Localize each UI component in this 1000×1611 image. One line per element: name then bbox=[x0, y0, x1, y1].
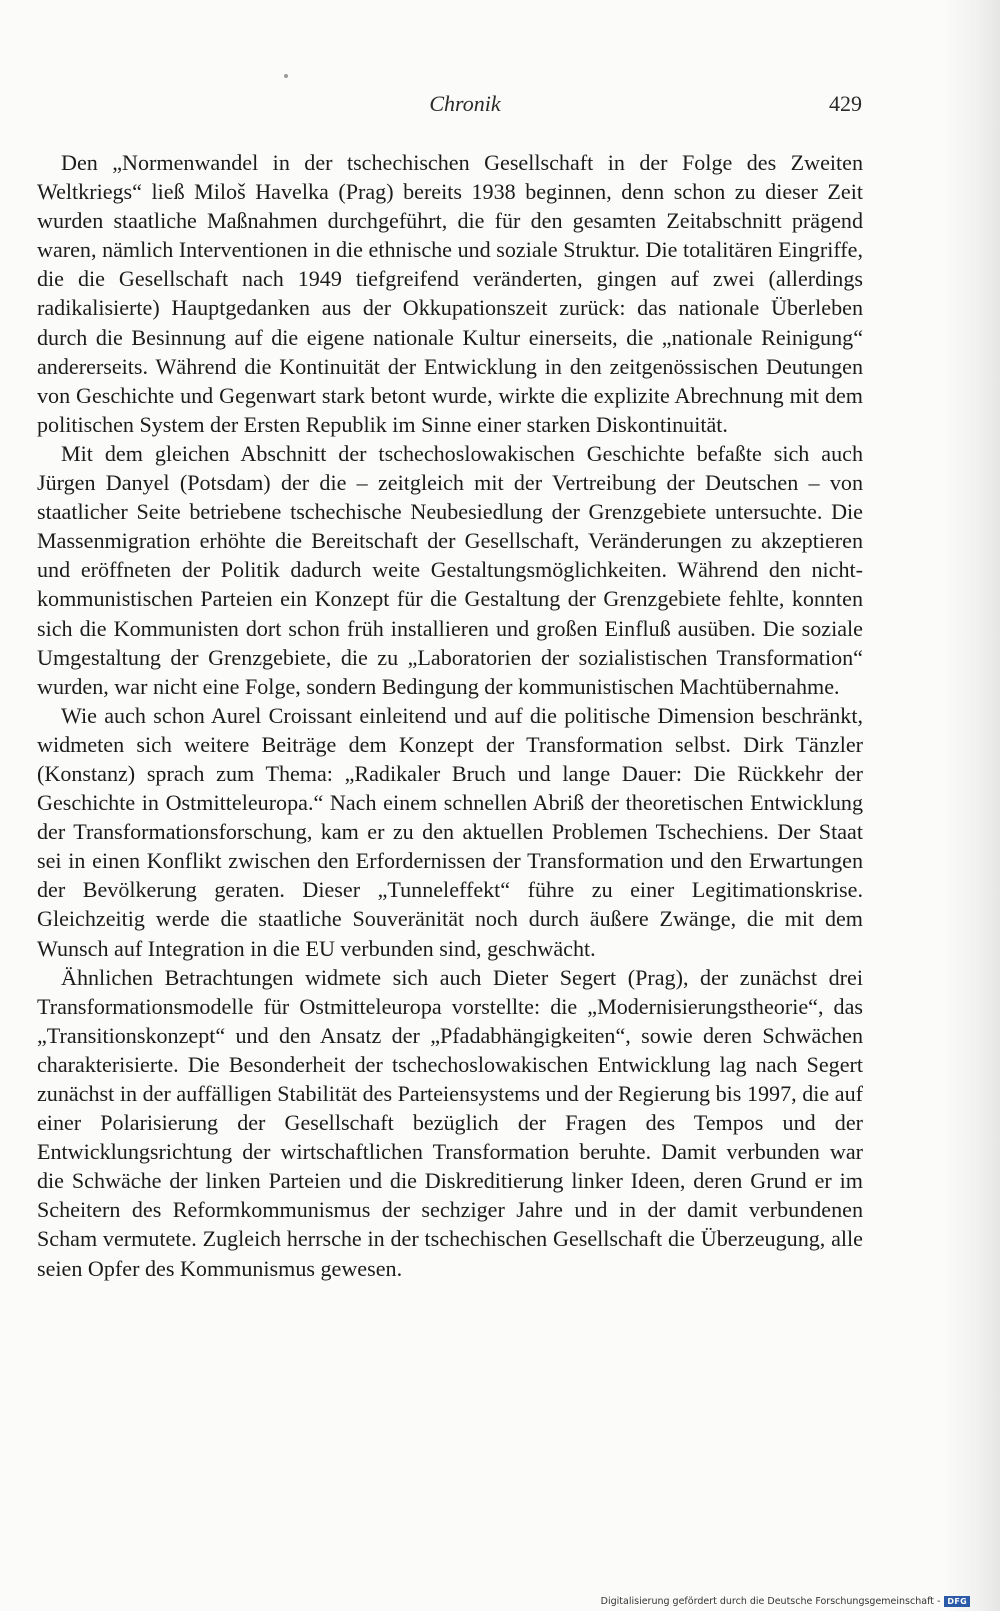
credit-text: Digitalisierung gefördert durch die Deutsche Forschungsgemeinschaft - bbox=[600, 1596, 941, 1607]
running-title-text: Chronik bbox=[429, 91, 501, 116]
running-title bbox=[0, 91, 900, 117]
body-text bbox=[37, 148, 863, 1283]
page-number: 429 bbox=[829, 91, 862, 116]
dfg-logo: DFG bbox=[944, 1596, 970, 1607]
paragraph: Mit dem gleichen Abschnitt der tschechoslowakischen Geschichte befaßte sich auch Jürgen Danyel (Potsdam) der die – zeitgleich mit der Vertreibung der Deutschen – von staatlicher Seite betriebene tschechische Neubesiedlung der Grenzgebiete untersuchte. Die Massenmigration erhöhte die Bereitschaft der Gesellschaft, Veränderungen zu akzeptieren und eröffneten der Politik dadurch weite Gestaltungsmöglichkeiten. Während den nicht-kommunistischen Parteien ein Konzept für die Gestaltung der Grenzgebiete fehlte, konnten sich die Kommunisten dort schon früh installieren und großen Einfluß ausüben. Die soziale Umgestaltung der Grenzgebiete, die zu „Laboratorien der sozialistischen Transformation“ wurden, war nicht eine Folge, sondern Bedingung der kommunistischen Machtübernahme. bbox=[37, 440, 863, 699]
paragraph: Ähnlichen Betrachtungen widmete sich auch Dieter Segert (Prag), der zunächst drei Transformationsmodelle für Ostmitteleuropa vorstellte: die „Modernisierungstheorie“, das „Transitionskonzept“ und den Ansatz der „Pfadabhängigkeiten“, sowie deren Schwächen charakterisierte. Die Besonderheit der tschechoslowakischen Entwicklung lag nach Segert zunächst in der auffälligen Stabilität des Parteiensystems und der Regierung bis 1997, die auf einer Polarisierung der Gesellschaft bezüglich der Fragen des Tempos und der Entwicklungsrichtung der wirtschaftlichen Transformation beruhte. Damit verbunden war die Schwäche der linken Parteien und die Diskreditierung linker Ideen, deren Grund er im Scheitern des Reformkommunismus der sechziger Jahre und in der damit verbundenen Scham vermutete. Zugleich herrsche in der tschechischen Gesellschaft die Überzeugung, alle seien Opfer des Kommunismus gewesen. bbox=[37, 964, 863, 1281]
print-mark bbox=[284, 74, 288, 78]
page-edge-shadow bbox=[942, 0, 1000, 1611]
paragraph: Den „Normenwandel in der tschechischen Gesellschaft in der Folge des Zweiten Weltkriegs“ ließ Miloš Havelka (Prag) bereits 1938 beginnen, denn schon zu dieser Zeit wurden staatliche Maßnahmen durchgeführt, die für den gesamten Zeitabschnitt prägend waren, nämlich Interventionen in die ethnische und soziale Struktur. Die totalitären Eingriffe, die die Gesellschaft nach 1949 tiefgreifend veränderten, gingen auf zwei (allerdings radikalisierte) Hauptgedanken aus der Okkupationszeit zurück: das nationale Überleben durch die Besinnung auf die eigene nationale Kultur einerseits, die „nationale Reinigung“ andererseits. Während die Kontinuität der Entwicklung in den zeitgenössischen Deutungen von Geschichte und Gegenwart stark betont wurde, wirkte die explizite Abrechnung mit dem politischen System der Ersten Republik im Sinne einer starken Diskontinuität. bbox=[37, 150, 863, 437]
digitization-credit bbox=[601, 1596, 970, 1607]
paragraph: Wie auch schon Aurel Croissant einleitend und auf die politische Dimension beschränkt, widmeten sich weitere Beiträge dem Konzept der Transformation selbst. Dirk Tänzler (Konstanz) sprach zum Thema: „Radikaler Bruch und lange Dauer: Die Rückkehr der Geschichte in Ostmitteleuropa.“ Nach einem schnellen Abriß der theoretischen Entwicklung der Transformationsforschung, kam er zu den aktuellen Problemen Tschechiens. Der Staat sei in einen Konflikt zwischen den Erfordernissen der Transformation und den Erwartungen der Bevölkerung geraten. Dieser „Tunneleffekt“ führe zu einer Legitimationskrise. Gleichzeitig werde die staatliche Souveränität noch durch äußere Zwänge, die mit dem Wunsch auf Integration in die EU verbunden sind, geschwächt. bbox=[37, 702, 863, 961]
